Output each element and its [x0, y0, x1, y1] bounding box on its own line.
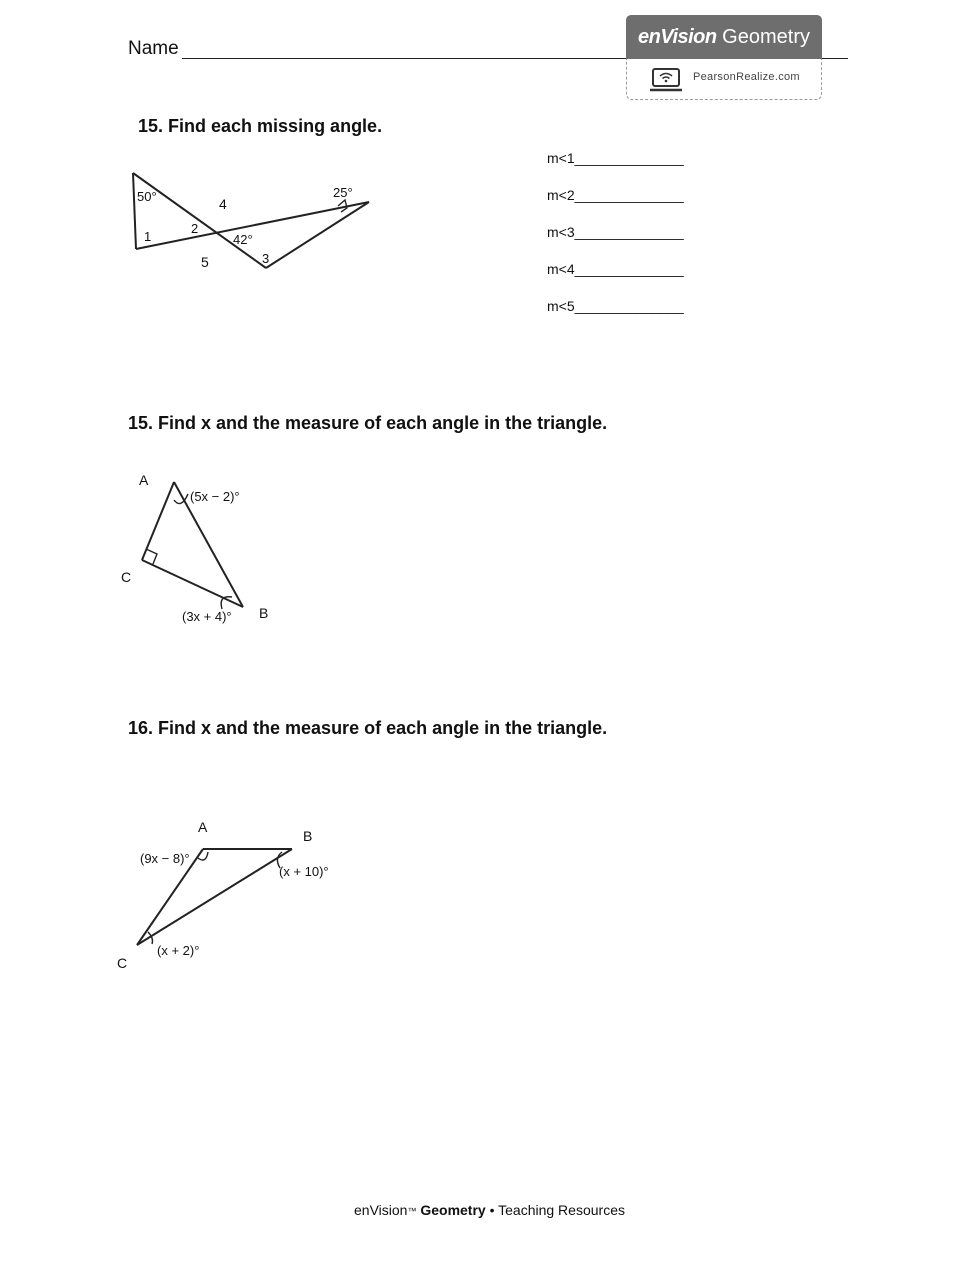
angle-label-25: 25° — [333, 185, 353, 200]
angle-label-3: 3 — [262, 251, 270, 266]
answer-blank-4[interactable]: m<4______________ — [547, 261, 684, 277]
figure-edge — [133, 173, 136, 249]
footer — [0, 1202, 979, 1218]
angle-label-2: 2 — [191, 221, 199, 236]
brand-badge — [626, 15, 822, 101]
angle-expr-c: (x + 2)° — [157, 943, 200, 958]
vertex-label-b: B — [303, 828, 313, 844]
angle-label-4: 4 — [219, 196, 227, 212]
question-15a-title: 15. Find each missing angle. — [138, 116, 383, 136]
angle-expr-b: (3x + 4)° — [182, 609, 232, 624]
footer-text: • Teaching Resources — [485, 1202, 625, 1218]
brand-subject: Geometry — [716, 26, 810, 48]
footer-brand: enVision — [354, 1202, 408, 1218]
brand-url: PearsonRealize.com — [693, 71, 800, 83]
laptop-wifi-icon — [649, 67, 683, 93]
vertex-label-a: A — [198, 819, 208, 835]
vertex-label-b: B — [259, 605, 269, 621]
triangle-edge — [142, 560, 243, 607]
brand-en: en — [638, 26, 661, 48]
brand-url-box — [626, 59, 822, 100]
question-15b-title: 15. Find x and the measure of each angle in the triangle. — [128, 413, 608, 433]
trademark-symbol: ™ — [407, 1206, 417, 1216]
angle-label-1: 1 — [144, 229, 152, 244]
angle-expr-b: (x + 10)° — [279, 864, 329, 879]
vertex-label-a: A — [139, 472, 149, 488]
angle-label-5: 5 — [201, 254, 209, 270]
angle-label-50: 50° — [137, 189, 157, 204]
triangle-16-figure — [130, 840, 340, 965]
vertex-label-c: C — [121, 569, 132, 585]
triangle-edge — [142, 482, 174, 560]
angle-expr-a: (9x − 8)° — [140, 851, 190, 866]
question-16-title: 16. Find x and the measure of each angle in the triangle. — [128, 718, 608, 738]
answer-blank-1[interactable]: m<1______________ — [547, 150, 684, 166]
triangle-15b-figure — [130, 470, 260, 630]
name-label: Name — [128, 38, 179, 59]
answer-blank-3[interactable]: m<3______________ — [547, 224, 684, 240]
brand-vision: Vision — [660, 26, 717, 48]
angle-label-42: 42° — [233, 232, 253, 247]
vertex-label-c: C — [117, 955, 128, 971]
missing-angle-figure — [120, 160, 390, 280]
footer-subject: Geometry — [420, 1202, 486, 1218]
figure-edge — [133, 173, 266, 268]
answer-blank-5[interactable]: m<5______________ — [547, 298, 684, 314]
answer-blank-2[interactable]: m<2______________ — [547, 187, 684, 203]
angle-expr-a: (5x − 2)° — [190, 489, 240, 504]
brand-logo — [626, 15, 822, 59]
